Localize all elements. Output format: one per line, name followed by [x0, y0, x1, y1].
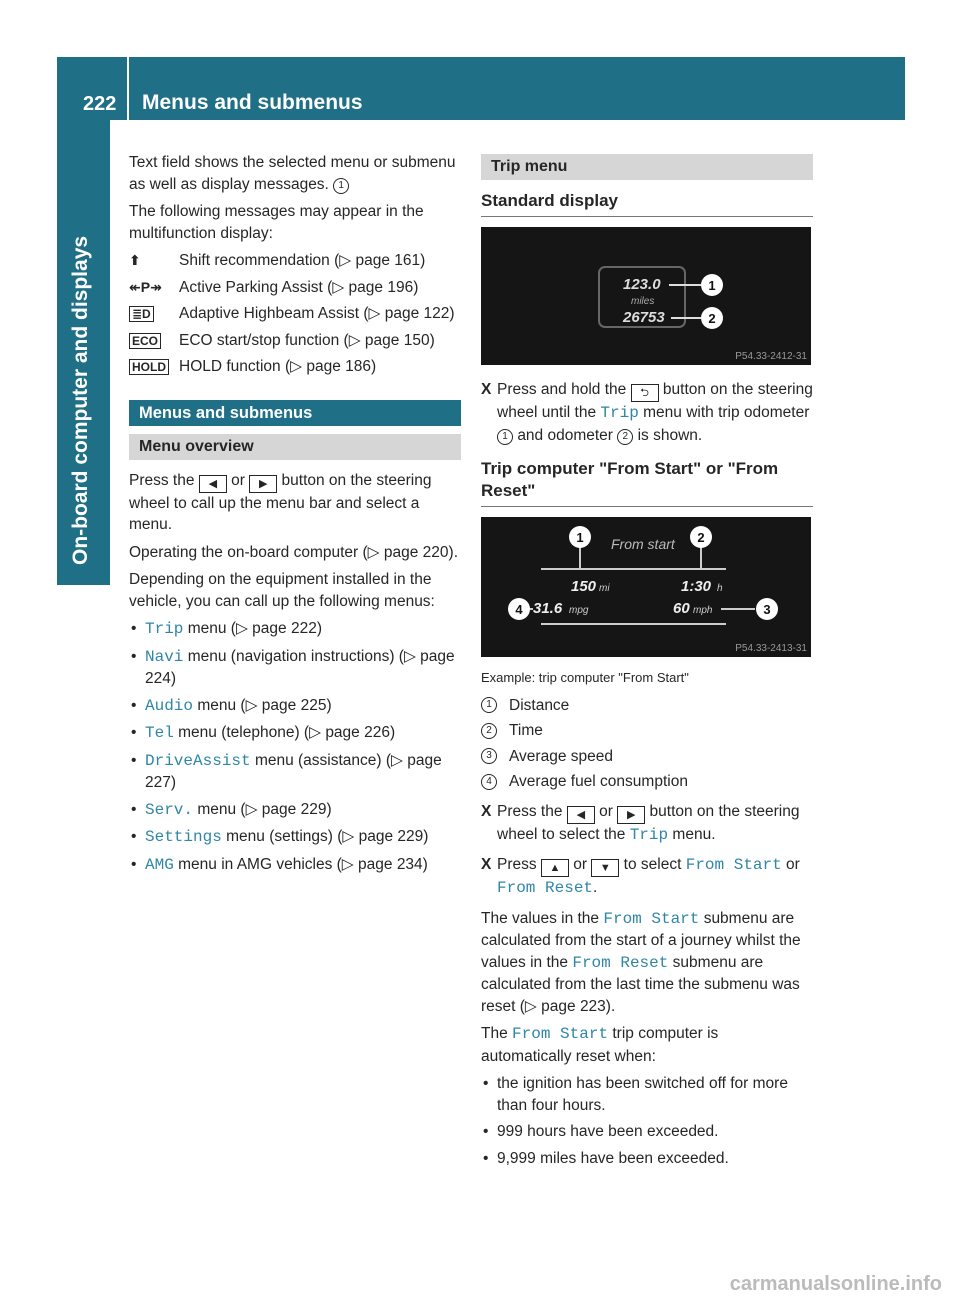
- standard-display-image: [481, 227, 811, 365]
- from-start-label: From start: [611, 536, 675, 552]
- message-text: Adaptive Highbeam Assist (▷ page 122): [179, 305, 455, 322]
- image-ref: P54.33-2413-31: [735, 643, 807, 654]
- menu-paragraph: Press the ◀ or ▶ button on the steering wheel to call up the menu bar and select a menu.: [129, 471, 432, 533]
- trip-computer-svg: [481, 517, 811, 657]
- legend-list: [481, 695, 813, 793]
- page-header: [57, 57, 905, 120]
- message-list: [129, 250, 461, 378]
- image-ref: P54.33-2412-31: [735, 351, 807, 362]
- left-column: [129, 152, 461, 881]
- standard-display-heading: Standard display: [481, 190, 813, 217]
- right-arrow-icon: ▶: [617, 806, 645, 824]
- parking-icon: ↞P↠: [129, 278, 162, 295]
- intro-paragraph: [129, 152, 461, 195]
- message-text: ECO start/stop function (▷ page 150): [179, 331, 435, 349]
- list-item: • AMG menu in AMG vehicles (▷ page 234): [129, 854, 461, 877]
- instruction-step: X Press and hold the ⮌ button on the steering wheel until the Trip menu with trip odometer 1 and odometer 2 is shown.: [481, 381, 813, 444]
- message-row: [129, 277, 461, 299]
- list-item: • Settings menu (settings) (▷ page 229): [129, 826, 461, 849]
- header-divider: [127, 57, 129, 120]
- svg-text:2: 2: [697, 530, 705, 545]
- message-row: [129, 303, 461, 325]
- hold-icon: HOLD: [129, 356, 179, 378]
- miles-label: miles: [631, 296, 655, 307]
- speed-value: 60: [673, 600, 690, 617]
- svg-text:4: 4: [515, 602, 523, 617]
- down-arrow-icon: ▼: [591, 859, 619, 877]
- section-band: Menus and submenus: [129, 400, 461, 426]
- intro-text: Text field shows the selected menu or submenu as well as display messages.: [129, 154, 456, 193]
- side-tab: [57, 120, 110, 585]
- page-number: 222: [83, 93, 117, 115]
- step-marker-icon: X: [481, 381, 492, 398]
- legend-item: 4 Average fuel consumption: [481, 771, 813, 793]
- trip-menu-band: Trip menu: [481, 154, 813, 180]
- list-item: • Navi menu (navigation instructions) (▷ page 224): [129, 646, 461, 690]
- list-item: • DriveAssist menu (assistance) (▷ page 227): [129, 750, 461, 794]
- trip-computer-image: [481, 517, 811, 657]
- list-item: • 999 hours have been exceeded.: [481, 1121, 813, 1143]
- svg-text:1: 1: [576, 530, 584, 545]
- message-text: HOLD function (▷ page 186): [179, 358, 377, 375]
- odometer-value: 26753: [623, 309, 665, 326]
- list-item: • Trip menu (▷ page 222): [129, 618, 461, 641]
- svg-text:3: 3: [763, 602, 771, 617]
- time-value: 1:30: [681, 578, 712, 595]
- step-marker-icon: X: [481, 856, 492, 873]
- trip-computer-heading: Trip computer "From Start" or "From Reset": [481, 458, 813, 507]
- svg-text:1: 1: [708, 278, 716, 293]
- page-title: Menus and submenus: [142, 91, 363, 114]
- message-row: [129, 250, 461, 272]
- right-column: [481, 152, 813, 1174]
- watermark: carmanualsonline.info: [729, 1273, 942, 1295]
- subsection-band: Menu overview: [129, 434, 461, 460]
- list-item: • Serv. menu (▷ page 229): [129, 799, 461, 822]
- trip-value: 123.0: [623, 276, 661, 293]
- message-row: [129, 330, 461, 352]
- eco-icon: ECO: [129, 330, 179, 352]
- standard-display-svg: [481, 227, 811, 365]
- svg-text:mpg: mpg: [569, 605, 589, 616]
- svg-text:h: h: [717, 583, 723, 594]
- back-button-icon: ⮌: [631, 384, 659, 402]
- menu-list: [129, 618, 461, 876]
- svg-text:mph: mph: [693, 605, 713, 616]
- message-text: Shift recommendation (▷ page 161): [179, 252, 426, 269]
- equipment-paragraph: Depending on the equipment installed in the vehicle, you can call up the following menus:: [129, 571, 435, 610]
- ref-paragraph: Operating the on-board computer (▷ page 220).: [129, 543, 459, 561]
- instruction-step: X Press ▲ or ▼ to select From Start or From Reset.: [481, 856, 800, 897]
- intro-paragraph-2: The following messages may appear in the multifunction display:: [129, 203, 424, 242]
- shift-icon: ⬆: [129, 252, 141, 268]
- step-marker-icon: X: [481, 802, 492, 820]
- list-item: • 9,999 miles have been exceeded.: [481, 1148, 813, 1170]
- message-row: [129, 356, 461, 378]
- image-caption: Example: trip computer "From Start": [481, 670, 689, 685]
- svg-text:2: 2: [708, 311, 716, 326]
- list-item: • Tel menu (telephone) (▷ page 226): [129, 722, 461, 745]
- legend-item: 3 Average speed: [481, 746, 813, 768]
- list-item: • Audio menu (▷ page 225): [129, 695, 461, 718]
- list-item: • the ignition has been switched off for more than four hours.: [481, 1073, 813, 1116]
- legend-item: 2 Time: [481, 720, 813, 742]
- right-arrow-icon: ▶: [249, 475, 277, 493]
- message-text: Active Parking Assist (▷ page 196): [179, 278, 419, 296]
- values-paragraph: The values in the From Start submenu are calculated from the start of a journey whilst the values in the From Reset submenu are calculated from the last time the submenu was reset (▷ page 223).: [481, 909, 801, 1015]
- left-arrow-icon: ◀: [199, 475, 227, 493]
- callout-1: 1: [333, 178, 349, 194]
- up-arrow-icon: ▲: [541, 859, 569, 877]
- svg-text:mi: mi: [599, 583, 610, 594]
- reset-paragraph: The From Start trip computer is automatically reset when:: [481, 1025, 719, 1065]
- fuel-value: 31.6: [533, 600, 563, 617]
- reset-list: [481, 1073, 813, 1169]
- legend-item: 1 Distance: [481, 695, 813, 717]
- instruction-step: X Press the ◀ or ▶ button on the steering wheel to select the Trip menu.: [481, 802, 800, 844]
- highbeam-icon: ≣D: [129, 303, 179, 325]
- left-arrow-icon: ◀: [567, 806, 595, 824]
- distance-value: 150: [571, 578, 597, 595]
- side-tab-label: On-board computer and displays: [69, 235, 92, 565]
